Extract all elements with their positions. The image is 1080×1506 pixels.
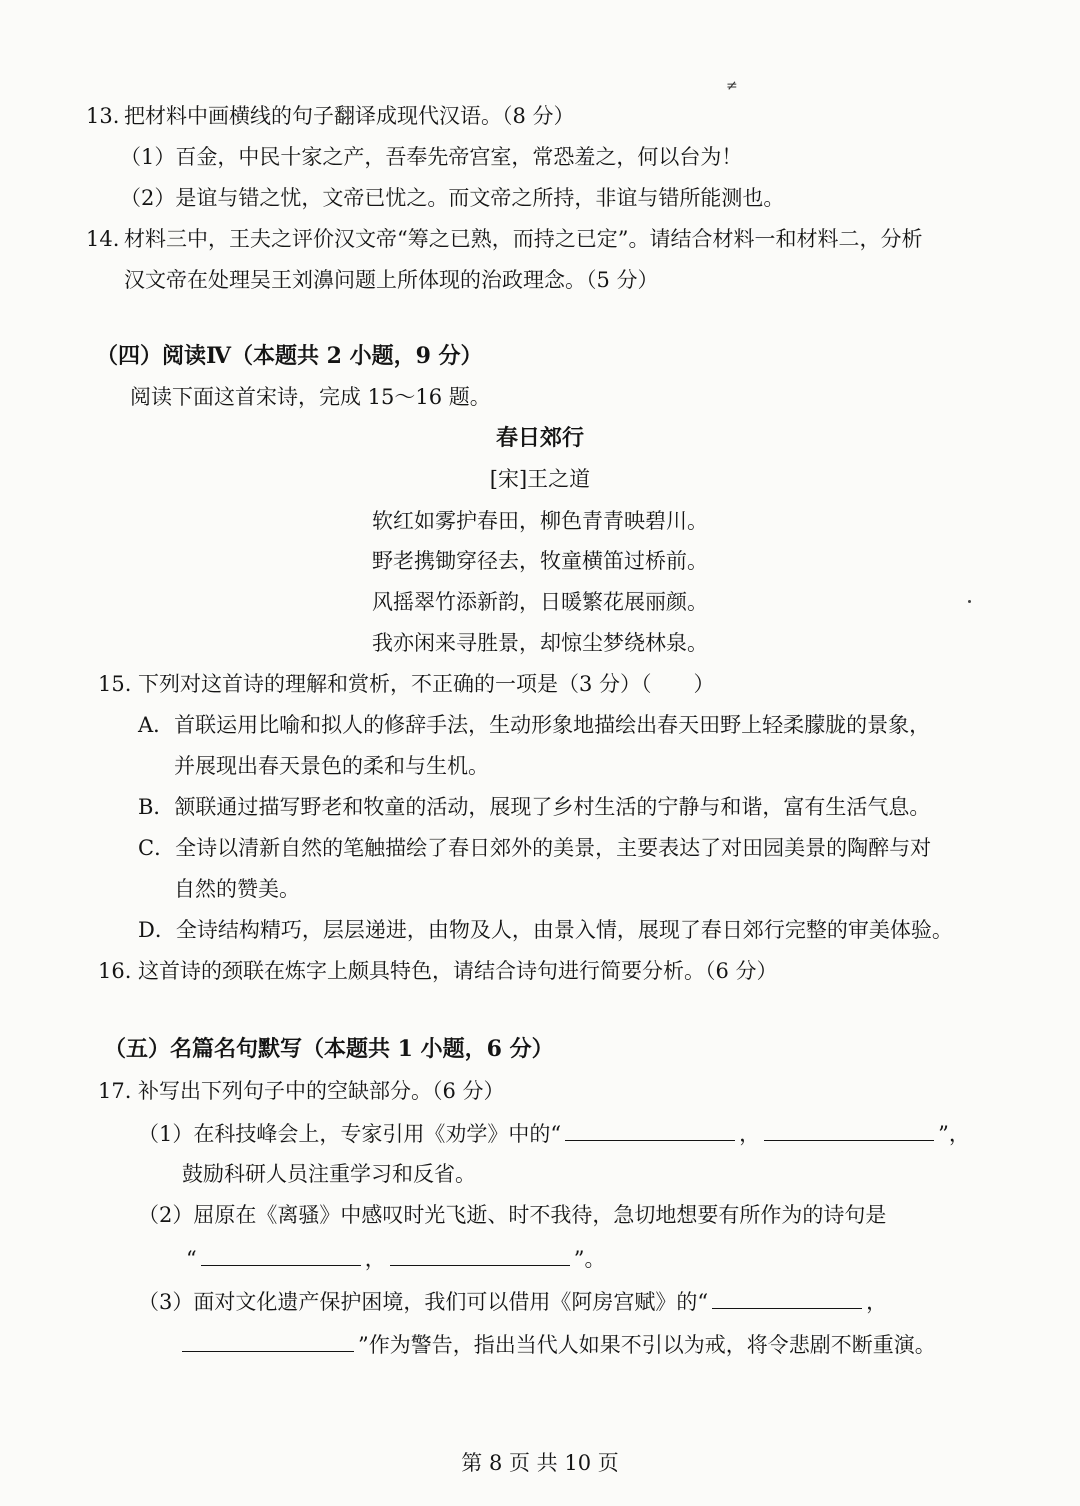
q17-item-1-comma: ，: [739, 1122, 761, 1146]
scan-dot: [968, 600, 971, 603]
q15-option-c-line-2: 自然的赞美。: [174, 877, 300, 901]
poem-line-2: 野老携锄穿径去，牧童横笛过桥前。: [372, 549, 708, 573]
q17-item-3-line-2: [178, 1329, 936, 1360]
q15-option-a-line-2: 并展现出春天景色的柔和与生机。: [174, 754, 489, 778]
q17-item-3-text-2: ”作为警告，指出当代人如果不引以为戒，将令悲剧不断重演。: [358, 1333, 936, 1357]
q17-item-3-comma: ，: [866, 1290, 888, 1314]
q17-item-1-text: （1）在科技峰会上，专家引用《劝学》中的“: [138, 1122, 562, 1146]
q17-item-2-close: ”。: [573, 1247, 606, 1271]
q17-item-1-line-1: [138, 1118, 970, 1149]
poem-line-3: 风摇翠竹添新韵，日暖繁花展丽颜。: [372, 590, 708, 614]
poem-author: [宋]王之道: [489, 467, 591, 491]
poem-title: 春日郊行: [495, 425, 584, 451]
q17-number: 17.: [98, 1079, 132, 1103]
q17-item-2-line-1: （2）屈原在《离骚》中感叹时光飞逝、时不我待，急切地想要有所作为的诗句是: [138, 1203, 887, 1227]
q14-number: 14.: [86, 227, 120, 251]
q15-number: 15.: [98, 672, 132, 696]
q13-item-1: （1）百金，中民十家之产，吾奉先帝宫室，常恐羞之，何以台为！: [120, 145, 743, 169]
q16-stem: 这首诗的颈联在炼字上颇具特色，请结合诗句进行简要分析。（6 分）: [138, 959, 778, 983]
q15-option-d: D．全诗结构精巧，层层递进，由物及人，由景入情，展现了春日郊行完整的审美体验。: [138, 918, 953, 942]
section-4-heading: （四）阅读Ⅳ（本题共 2 小题，9 分）: [96, 343, 483, 369]
q17-item-2-blank-1[interactable]: [201, 1243, 361, 1266]
section-5-heading: （五）名篇名句默写（本题共 1 小题，6 分）: [104, 1036, 554, 1062]
q14-stem-line-2: 汉文帝在处理吴王刘濞问题上所体现的治政理念。（5 分）: [124, 268, 659, 292]
q15-option-c-line-1: C．全诗以清新自然的笔触描绘了春日郊外的美景，主要表达了对田园美景的陶醉与对: [138, 836, 932, 860]
q13-number: 13.: [86, 104, 120, 128]
q17-item-2-blank-2[interactable]: [390, 1243, 570, 1266]
q14-stem-line-1: 材料三中，王夫之评价汉文帝“筹之已熟，而持之已定”。请结合材料一和材料二，分析: [124, 227, 923, 251]
q17-item-3-blank-1[interactable]: [712, 1286, 862, 1309]
q17-item-1-blank-2[interactable]: [764, 1118, 934, 1141]
q15-stem: 下列对这首诗的理解和赏析，不正确的一项是（3 分）（ ）: [138, 672, 715, 696]
q17-item-2-line-2: [186, 1243, 606, 1274]
section-4-intro: 阅读下面这首宋诗，完成 15～16 题。: [130, 385, 491, 409]
poem-line-4: 我亦闲来寻胜景，却惊尘梦绕林泉。: [372, 631, 708, 655]
poem-line-1: 软红如雾护春田，柳色青青映碧川。: [372, 509, 708, 533]
q16-number: 16.: [98, 959, 132, 983]
q17-item-3-line-1: [138, 1286, 887, 1317]
page-footer: 第 8 页 共 10 页: [461, 1451, 619, 1475]
q17-item-1-line-2: 鼓励科研人员注重学习和反省。: [182, 1162, 476, 1186]
q17-item-1-close: ”，: [938, 1122, 970, 1146]
q17-item-2-open: “: [186, 1247, 197, 1271]
q13-item-2: （2）是谊与错之忧，文帝已忧之。而文帝之所持，非谊与错所能测也。: [120, 186, 785, 210]
q17-item-3-text: （3）面对文化遗产保护困境，我们可以借用《阿房宫赋》的“: [138, 1290, 709, 1314]
q17-item-3-blank-2[interactable]: [182, 1329, 354, 1352]
q15-option-b: B．颔联通过描写野老和牧童的活动，展现了乡村生活的宁静与和谐，富有生活气息。: [138, 795, 931, 819]
q17-item-2-comma: ，: [364, 1247, 386, 1271]
q15-option-a-line-1: A．首联运用比喻和拟人的修辞手法，生动形象地描绘出春天田野上轻柔朦胧的景象，: [138, 713, 931, 737]
q17-item-1-blank-1[interactable]: [565, 1118, 735, 1141]
q17-stem: 补写出下列句子中的空缺部分。（6 分）: [138, 1079, 505, 1103]
q13-stem: 把材料中画横线的句子翻译成现代汉语。（8 分）: [124, 104, 575, 128]
corner-mark: ≠: [726, 78, 738, 94]
